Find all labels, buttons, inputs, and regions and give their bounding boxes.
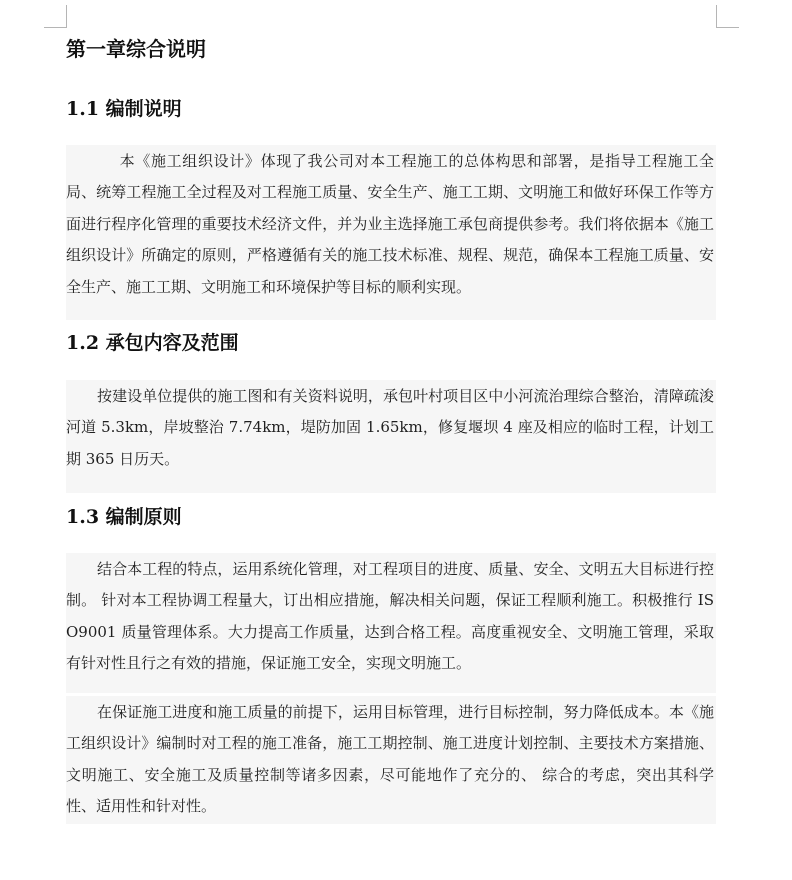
section-1-1-paragraph-text: 本《施工组织设计》体现了我公司对本工程施工的总体构思和部署，是指导工程施工全局、统筹工程施工全过程及对工程施工质量、安全生产、施工工期、文明施工和做好环保工作等方面进行程序化管理的重要技术经济文件，并为业主选择施工承包商提供参考。我们将依据本《施工组织设计》所确定的原则，严格遵循有关的施工技术标准、规程、规范，确保本工程施工质量、安全生产、施工工期、文明施工和环境保护等目标的顺利实现。 [66,152,714,296]
section-1-2-paragraph-text: 按建设单位提供的施工图和有关资料说明，承包叶村项目区中小河流治理综合整治，清障疏浚河道 5.3km，岸坡整治 7.74km，堤防加固 1.65km，修复堰坝 4 座及相应的临时工程，计划工期 365 日历天。 [66,387,714,468]
section-heading-1-2: 1.2 承包内容及范围 [66,332,239,354]
section-1-3-paragraph-1 [66,553,716,693]
chapter-title: 第一章综合说明 [66,37,206,61]
page-corner-mark-top-right [716,5,739,28]
section-1-1-paragraph [66,145,716,320]
section-1-3-paragraph-2-text: 在保证施工进度和施工质量的前提下，运用目标管理，进行目标控制，努力降低成本。本《施工组织设计》编制时对工程的施工准备，施工工期控制、施工进度计划控制、主要技术方案措施、文明施工、安全施工及质量控制等诸多因素，尽可能地作了充分的、 综合的考虑，突出其科学性、适用性和针对性。 [66,703,714,816]
section-heading-1-3: 1.3 编制原则 [66,506,182,528]
section-1-3-paragraph-2 [66,696,716,824]
page-corner-mark-top-left [44,5,67,28]
section-heading-1-1: 1.1 编制说明 [66,98,182,120]
section-1-2-paragraph [66,380,716,493]
section-1-3-paragraph-1-text: 结合本工程的特点，运用系统化管理，对工程项目的进度、质量、安全、文明五大目标进行控制。 针对本工程协调工程量大，订出相应措施，解决相关问题，保证工程顺利施工。积极推行 ISO9001 质量管理体系。大力提高工作质量，达到合格工程。高度重视安全、文明施工管理，采取有针对性且行之有效的措施，保证施工安全，实现文明施工。 [66,560,714,673]
